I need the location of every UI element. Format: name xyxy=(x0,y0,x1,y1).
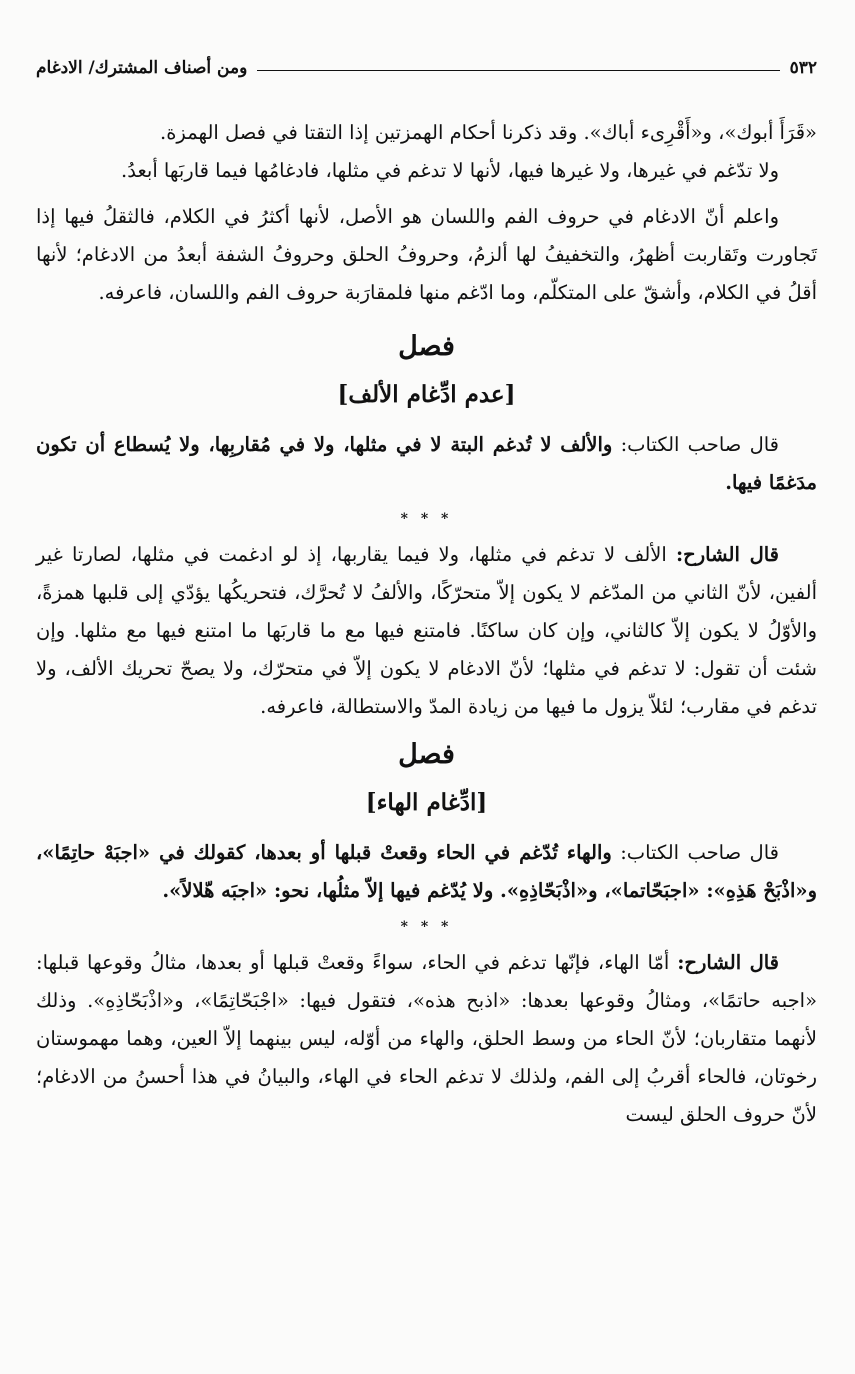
commentary-text: أمّا الهاء، فإنّها تدغم في الحاء، سواءً وقعتْ قبلها أو بعدها، مثالُ وقوعها قبلها: «اجبه حاتمًا»، ومثالُ وقوعها بعدها: «اذبح هذه»، فتقول فيها: «اجْبَحّاتِمًا»، و«اذْبَحّاذِهِ». وذلك لأنهما متقاربان؛ لأنّ الحاء من وسط الحلق، والهاء من أوّله، ليس بينهما إلاّ العين، وهما مهموستان رخوتان، فالحاء أقربُ إلى الفم، ولذلك لا تدغم الحاء في الهاء، والبيانُ في هذا أحسنُ من الادغام؛ لأنّ حروف الحلق ليست xyxy=(36,951,817,1126)
author-text: والهاء تُدّغم في الحاء وقعتْ قبلها أو بعدها، كقولك في «اجبَهْ حاتِمًا»، و«اذْبَحْ هَذِهِ»: «اجبَحّاتما»، و«اذْبَحّاذِهِ». ولا يُدّغم فيها إلاّ مثلُها، نحو: «اجبَه هّلالاً». xyxy=(36,841,817,902)
author-quote xyxy=(36,426,817,502)
section-subheading: [عدم ادِّغام الألف] xyxy=(337,381,516,408)
section-subheading: [ادِّغام الهاء] xyxy=(365,789,488,816)
intro-paragraph: واعلم أنّ الادغام في حروف الفم واللسان هو الأصل، لأنها أكثرُ في الكلام، فالثقلُ فيها إذا تَجاورت وتَقاربت أظهرُ، والتخفيفُ لها ألزمُ، وحروفُ الحلق وحروفُ الشفة أبعدُ من الادغام؛ لأنها أقلُ في الكلام، وأشقّ على المتكلّم، وما ادّغم منها فلمقارَبة حروف الفم واللسان، فاعرفه. xyxy=(36,205,817,304)
section-heading: فصل xyxy=(398,331,455,362)
author-text: والألف لا تُدغم البتة لا في مثلها، ولا في مُقاربِها، ولا يُسطاع أن تكون مدَغمًا فيها. xyxy=(36,433,817,494)
intro-paragraph: ولا تدّغم في غيرها، ولا غيرها فيها، لأنها لا تدغم في مثلها، فادغامُها فيما قاربَها أبعدُ. xyxy=(121,159,779,182)
page-body xyxy=(36,114,817,1134)
commentary-text: الألف لا تدغم في مثلها، ولا فيما يقاربها، إذ لو ادغمت في مثلها، لصارتا غير ألفين، لأنّ الثاني من المدّغم لا يكون إلاّ متحرّكًا، والألفُ لا تُحرَّك، فتحريكُها يؤدّي إلى قلبها همزةً، والأوّلُ لا يكون إلاّ كالثاني، وإن كان ساكنًا. فامتنع فيها مع ما قاربَها ما امتنع فيها مع مثلها. وإن شئت أن تقول: لا تدغم في مثلها؛ لأنّ الادغام لا يكون إلاّ في متحرّك، ولا يصحّ تحريك الألف، ولا تدغم في مقارب؛ لئلاّ يزول ما فيها من زيادة المدّ والاستطالة، فاعرفه. xyxy=(36,543,817,718)
separator-stars: * * * xyxy=(400,919,453,935)
running-header xyxy=(36,58,817,78)
commentary-lead: قال الشارح: xyxy=(675,543,779,566)
author-lead: قال صاحب الكتاب: xyxy=(620,841,779,864)
commentary xyxy=(36,536,817,726)
author-lead: قال صاحب الكتاب: xyxy=(620,433,779,456)
section-heading: فصل xyxy=(398,739,455,770)
header-rule xyxy=(257,70,779,71)
intro-paragraph: «قَرَأَ أبوك»، و«أَقْرِىء أباك». وقد ذكرنا أحكام الهمزتين إذا التقتا في فصل الهمزة. xyxy=(160,121,817,144)
page-number: ٥٣٢ xyxy=(789,58,817,78)
commentary-lead: قال الشارح: xyxy=(677,951,779,974)
commentary xyxy=(36,944,817,1134)
author-quote xyxy=(36,834,817,910)
running-title: ومن أصناف المشترك/ الادغام xyxy=(36,58,248,78)
separator-stars: * * * xyxy=(400,511,453,527)
